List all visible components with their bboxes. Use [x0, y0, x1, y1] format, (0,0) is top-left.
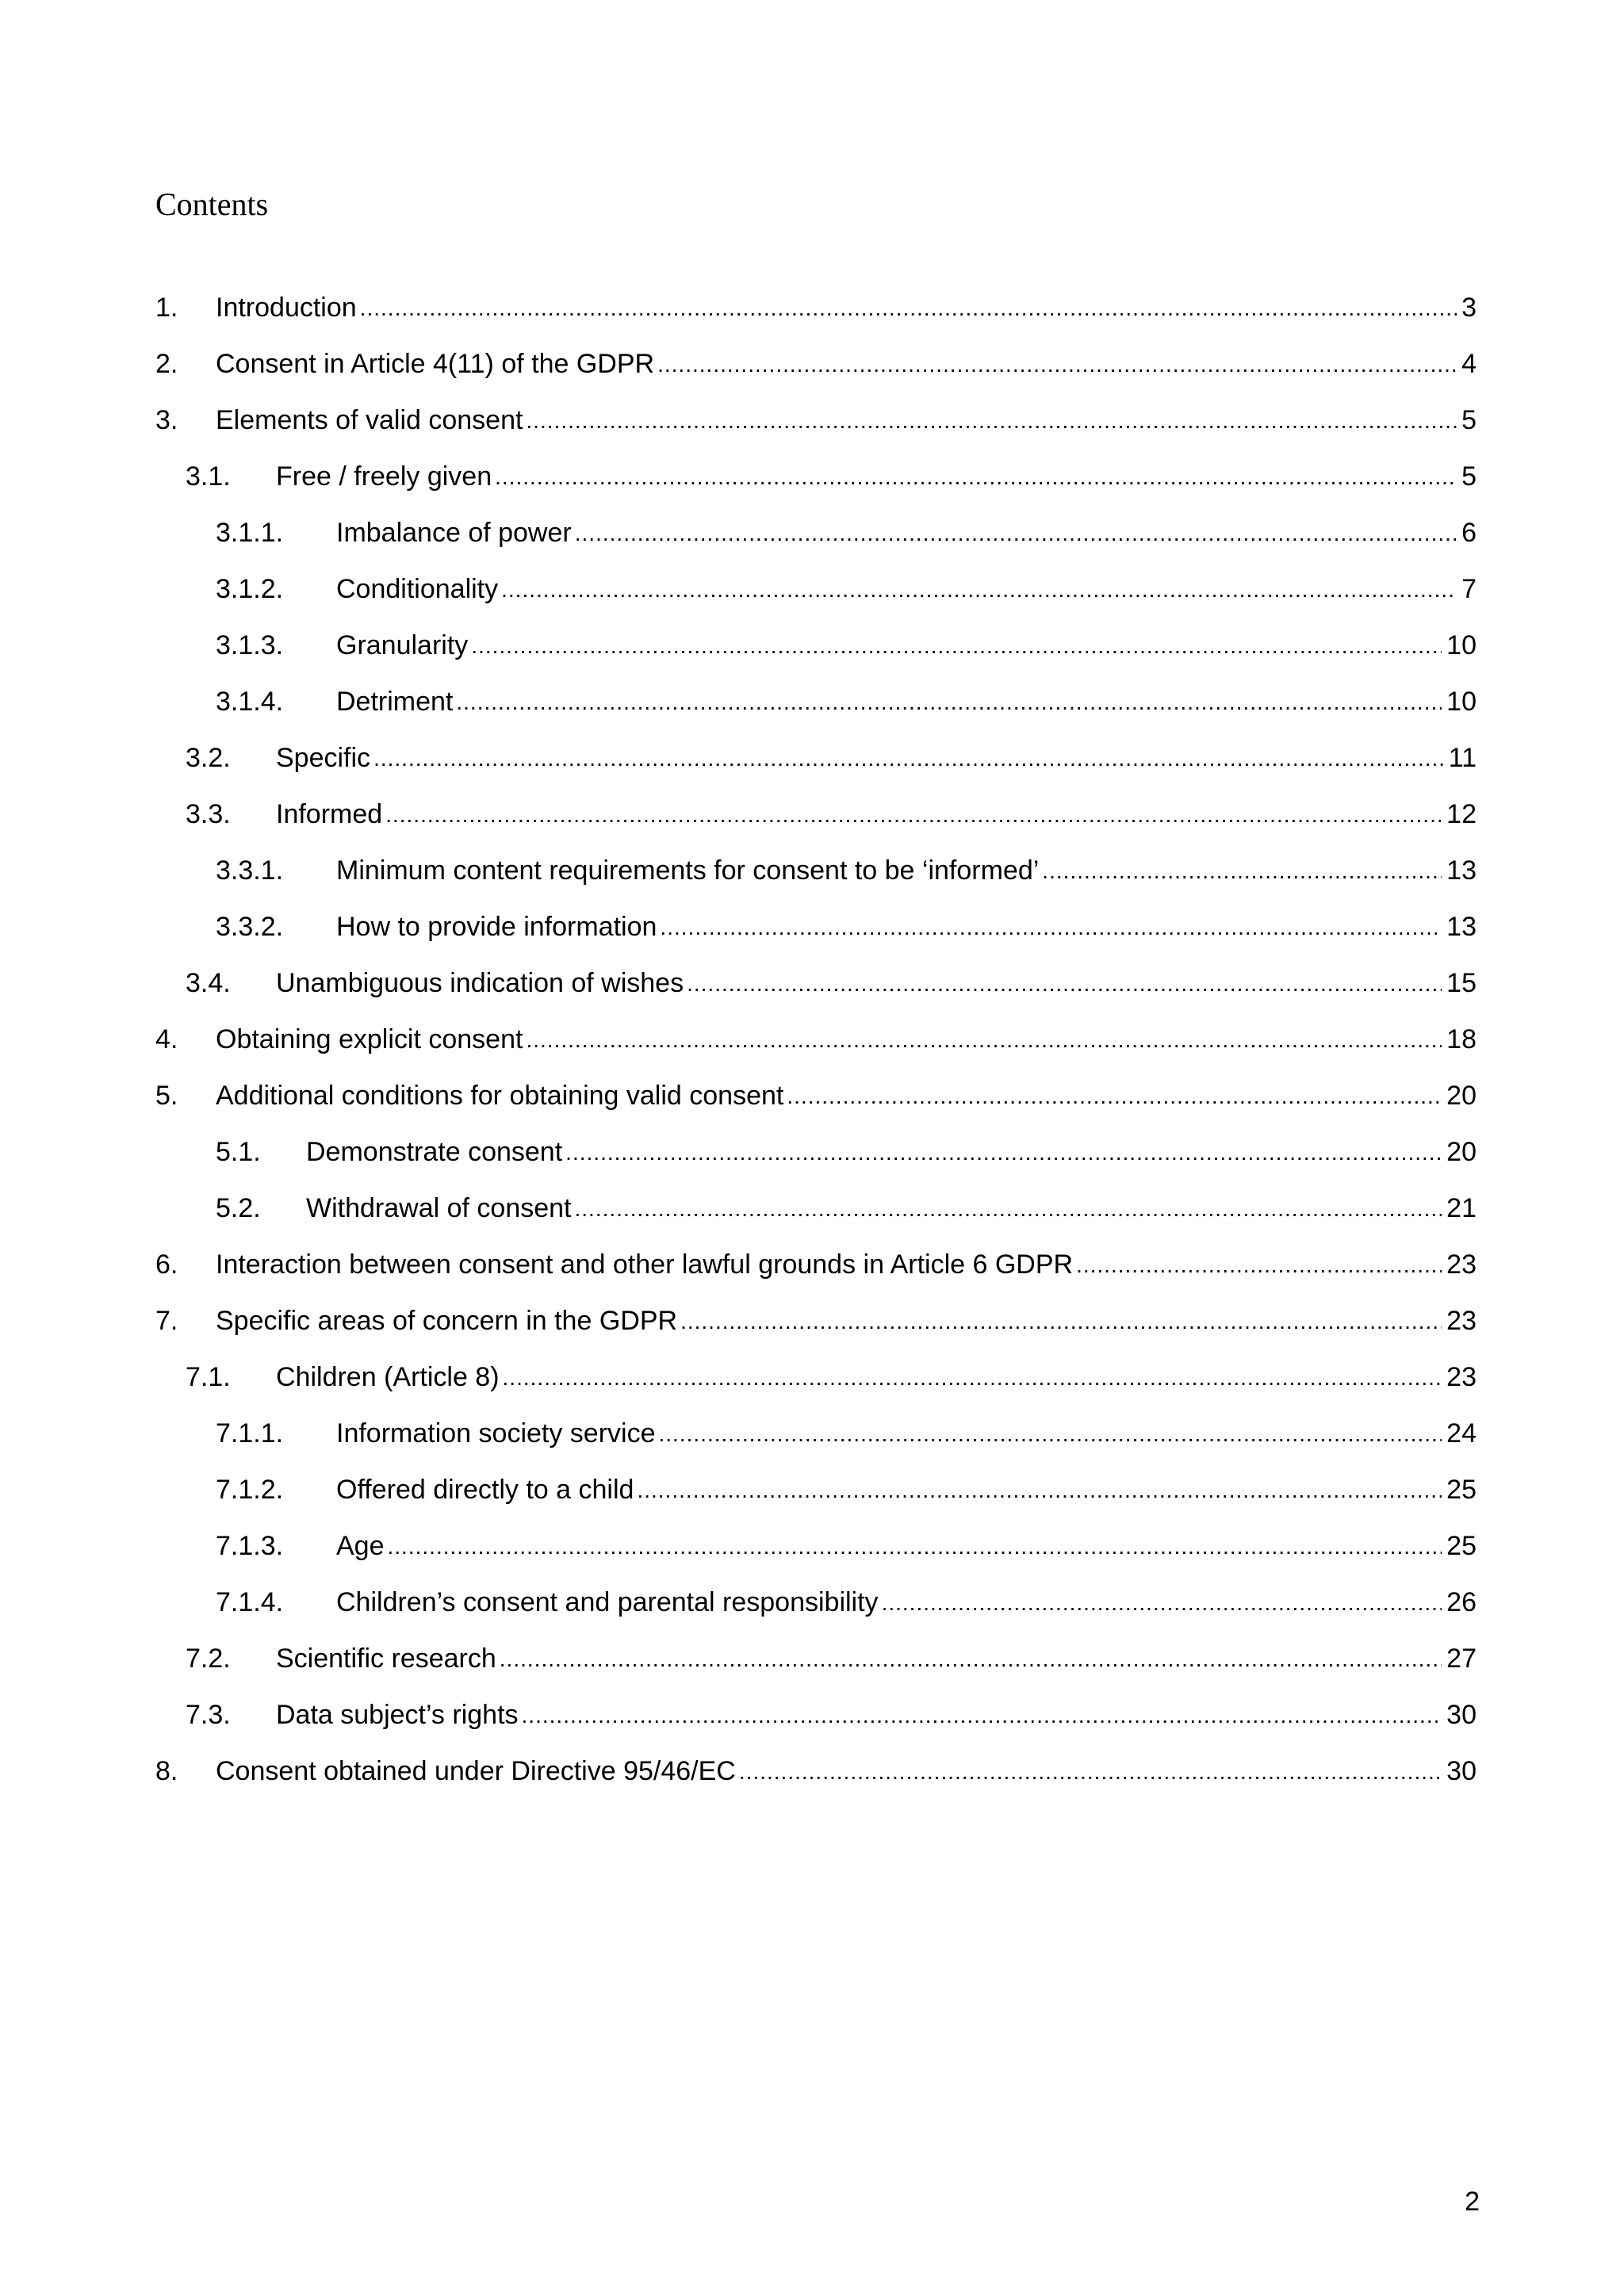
- dot-leader: [739, 1758, 1442, 1785]
- toc-entry[interactable]: [155, 504, 1477, 561]
- dot-leader: [659, 1420, 1442, 1447]
- dot-leader: [882, 1589, 1442, 1616]
- toc-entry-page[interactable]: 25: [1446, 1474, 1477, 1505]
- dot-leader: [503, 1364, 1442, 1391]
- toc-entry-number: 7.3.: [186, 1699, 231, 1730]
- dot-leader: [385, 801, 1442, 828]
- toc-entry-page[interactable]: 20: [1446, 1136, 1477, 1167]
- toc-entry-page[interactable]: 25: [1446, 1530, 1477, 1561]
- toc-entry-page[interactable]: 20: [1446, 1080, 1477, 1111]
- toc-entry[interactable]: [155, 955, 1477, 1011]
- toc-entry-page[interactable]: 5: [1461, 404, 1477, 435]
- toc-entry[interactable]: [155, 673, 1477, 729]
- toc-entry-page[interactable]: 4: [1461, 348, 1477, 379]
- toc-entry-number: 3.1.: [186, 461, 231, 492]
- toc-entry-page[interactable]: 21: [1446, 1192, 1477, 1223]
- toc-entry[interactable]: [155, 842, 1477, 898]
- toc-entry[interactable]: [155, 279, 1477, 335]
- dot-leader: [495, 463, 1457, 490]
- toc-entry-title[interactable]: Withdrawal of consent: [306, 1192, 572, 1223]
- toc-entry-number: 5.1.: [216, 1136, 261, 1167]
- toc-entry[interactable]: [155, 1405, 1477, 1461]
- toc-entry[interactable]: [155, 1630, 1477, 1686]
- toc-entry[interactable]: [155, 1236, 1477, 1292]
- dot-leader: [1042, 857, 1442, 884]
- toc-entry-title[interactable]: Introduction: [216, 292, 357, 323]
- toc-entry-page[interactable]: 11: [1448, 742, 1477, 773]
- toc-entry-page[interactable]: 23: [1446, 1249, 1477, 1280]
- dot-leader: [388, 1533, 1442, 1559]
- toc-entry-title[interactable]: Children’s consent and parental responsibility: [336, 1586, 879, 1617]
- toc-entry[interactable]: [155, 1292, 1477, 1349]
- dot-leader: [680, 1307, 1442, 1334]
- dot-leader: [360, 294, 1457, 321]
- toc-entry[interactable]: [155, 1011, 1477, 1067]
- toc-entry-page[interactable]: 13: [1446, 911, 1477, 942]
- toc-entry-number: 3.1.4.: [216, 686, 284, 717]
- toc-entry-title[interactable]: Elements of valid consent: [216, 404, 523, 435]
- toc-entry-title[interactable]: Information society service: [336, 1418, 656, 1448]
- toc-entry-page[interactable]: 12: [1446, 798, 1477, 829]
- toc-entry[interactable]: [155, 1180, 1477, 1236]
- page-number: 2: [1465, 2187, 1480, 2217]
- toc-entry-title[interactable]: Granularity: [336, 629, 469, 660]
- toc-entry-title[interactable]: Additional conditions for obtaining valid consent: [216, 1080, 784, 1111]
- toc-entry-number: 3.2.: [186, 742, 231, 773]
- toc-entry-number: 7.1.2.: [216, 1474, 284, 1505]
- toc-entry-page[interactable]: 27: [1446, 1643, 1477, 1674]
- toc-entry-page[interactable]: 26: [1446, 1586, 1477, 1617]
- toc-entry-number: 8.: [155, 1755, 178, 1786]
- toc-entry-number: 3.4.: [186, 967, 231, 998]
- toc-entry-title[interactable]: Demonstrate consent: [306, 1136, 563, 1167]
- toc-entry-page[interactable]: 30: [1446, 1699, 1477, 1730]
- toc-entry-number: 3.3.2.: [216, 911, 284, 942]
- dot-leader: [501, 576, 1457, 603]
- toc-entry[interactable]: [155, 335, 1477, 392]
- dot-leader: [787, 1082, 1442, 1109]
- toc-entry-title[interactable]: Unambiguous indication of wishes: [276, 967, 684, 998]
- contents-heading: Contents: [155, 186, 269, 222]
- toc-entry-page[interactable]: 23: [1446, 1361, 1477, 1392]
- toc-entry[interactable]: [155, 561, 1477, 617]
- toc-entry[interactable]: [155, 448, 1477, 504]
- toc-entry-number: 2.: [155, 348, 178, 379]
- toc-entry[interactable]: [155, 1517, 1477, 1574]
- toc-entry-number: 7.2.: [186, 1643, 231, 1674]
- toc-entry-number: 3.3.: [186, 798, 231, 829]
- toc-entry-number: 7.1.: [186, 1361, 231, 1392]
- table-of-contents: [155, 279, 1477, 1799]
- toc-entry-title[interactable]: Free / freely given: [276, 461, 492, 492]
- dot-leader: [660, 913, 1442, 940]
- dot-leader: [526, 407, 1457, 434]
- toc-entry-title[interactable]: Detriment: [336, 686, 454, 717]
- toc-entry-number: 4.: [155, 1024, 178, 1054]
- toc-entry-number: 3.1.2.: [216, 573, 284, 604]
- toc-entry-number: 7.1.1.: [216, 1418, 284, 1448]
- toc-entry-title[interactable]: Imbalance of power: [336, 517, 572, 548]
- toc-entry-page[interactable]: 15: [1446, 967, 1477, 998]
- toc-entry-number: 5.: [155, 1080, 178, 1111]
- toc-entry-number: 1.: [155, 292, 178, 323]
- toc-entry-number: 6.: [155, 1249, 178, 1280]
- toc-entry-page[interactable]: 6: [1461, 517, 1477, 548]
- dot-leader: [500, 1645, 1442, 1672]
- dot-leader: [522, 1701, 1442, 1728]
- toc-entry-page[interactable]: 13: [1446, 855, 1477, 886]
- toc-entry-title[interactable]: How to provide information: [336, 911, 657, 942]
- toc-entry-page[interactable]: 18: [1446, 1024, 1477, 1054]
- toc-entry[interactable]: [155, 898, 1477, 955]
- toc-entry-title[interactable]: Age: [336, 1530, 385, 1561]
- dot-leader: [575, 1195, 1442, 1222]
- toc-entry-page[interactable]: 3: [1461, 292, 1477, 323]
- toc-entry-title[interactable]: Scientific research: [276, 1643, 496, 1674]
- dot-leader: [471, 632, 1442, 659]
- toc-entry-number: 3.1.1.: [216, 517, 284, 548]
- toc-entry-page[interactable]: 10: [1446, 686, 1477, 717]
- toc-entry-page[interactable]: 24: [1446, 1418, 1477, 1448]
- toc-entry-title[interactable]: Conditionality: [336, 573, 499, 604]
- toc-entry-title[interactable]: Informed: [276, 798, 383, 829]
- toc-entry-number: 3.3.1.: [216, 855, 284, 886]
- dot-leader: [687, 970, 1442, 997]
- toc-entry[interactable]: [155, 617, 1477, 673]
- toc-entry-number: 5.2.: [216, 1192, 261, 1223]
- toc-entry[interactable]: [155, 1743, 1477, 1799]
- toc-entry-page[interactable]: 23: [1446, 1305, 1477, 1336]
- dot-leader: [565, 1138, 1442, 1165]
- toc-entry-title[interactable]: Specific areas of concern in the GDPR: [216, 1305, 678, 1336]
- toc-entry-page[interactable]: 7: [1461, 573, 1477, 604]
- toc-entry-title[interactable]: Consent in Article 4(11) of the GDPR: [216, 348, 655, 379]
- toc-entry-number: 3.: [155, 404, 178, 435]
- toc-entry-number: 7.1.4.: [216, 1586, 284, 1617]
- toc-entry-title[interactable]: Specific: [276, 742, 371, 773]
- dot-leader: [373, 744, 1444, 771]
- toc-entry[interactable]: [155, 392, 1477, 448]
- toc-entry-title[interactable]: Obtaining explicit consent: [216, 1024, 523, 1054]
- toc-entry-number: 3.1.3.: [216, 629, 284, 660]
- toc-entry[interactable]: [155, 786, 1477, 842]
- toc-entry[interactable]: [155, 729, 1477, 786]
- toc-entry[interactable]: [155, 1574, 1477, 1630]
- dot-leader: [637, 1476, 1442, 1503]
- toc-entry-page[interactable]: 10: [1446, 629, 1477, 660]
- toc-entry[interactable]: [155, 1349, 1477, 1405]
- toc-entry-title[interactable]: Consent obtained under Directive 95/46/EC: [216, 1755, 736, 1786]
- toc-entry[interactable]: [155, 1686, 1477, 1743]
- toc-entry-number: 7.: [155, 1305, 178, 1336]
- toc-entry-title[interactable]: Interaction between consent and other lawful grounds in Article 6 GDPR: [216, 1249, 1074, 1280]
- toc-entry-page[interactable]: 5: [1461, 461, 1477, 492]
- dot-leader: [657, 350, 1457, 377]
- toc-entry[interactable]: [155, 1123, 1477, 1180]
- toc-entry[interactable]: [155, 1461, 1477, 1517]
- toc-entry[interactable]: [155, 1067, 1477, 1123]
- toc-entry-title[interactable]: Offered directly to a child: [336, 1474, 634, 1505]
- toc-entry-number: 7.1.3.: [216, 1530, 284, 1561]
- toc-entry-title[interactable]: Minimum content requirements for consent to be ‘informed’: [336, 855, 1040, 886]
- dot-leader: [575, 519, 1457, 546]
- toc-entry-title[interactable]: Children (Article 8): [276, 1361, 500, 1392]
- toc-entry-title[interactable]: Data subject’s rights: [276, 1699, 519, 1730]
- toc-entry-page[interactable]: 30: [1446, 1755, 1477, 1786]
- dot-leader: [1076, 1251, 1442, 1278]
- dot-leader: [456, 688, 1442, 715]
- dot-leader: [526, 1026, 1442, 1053]
